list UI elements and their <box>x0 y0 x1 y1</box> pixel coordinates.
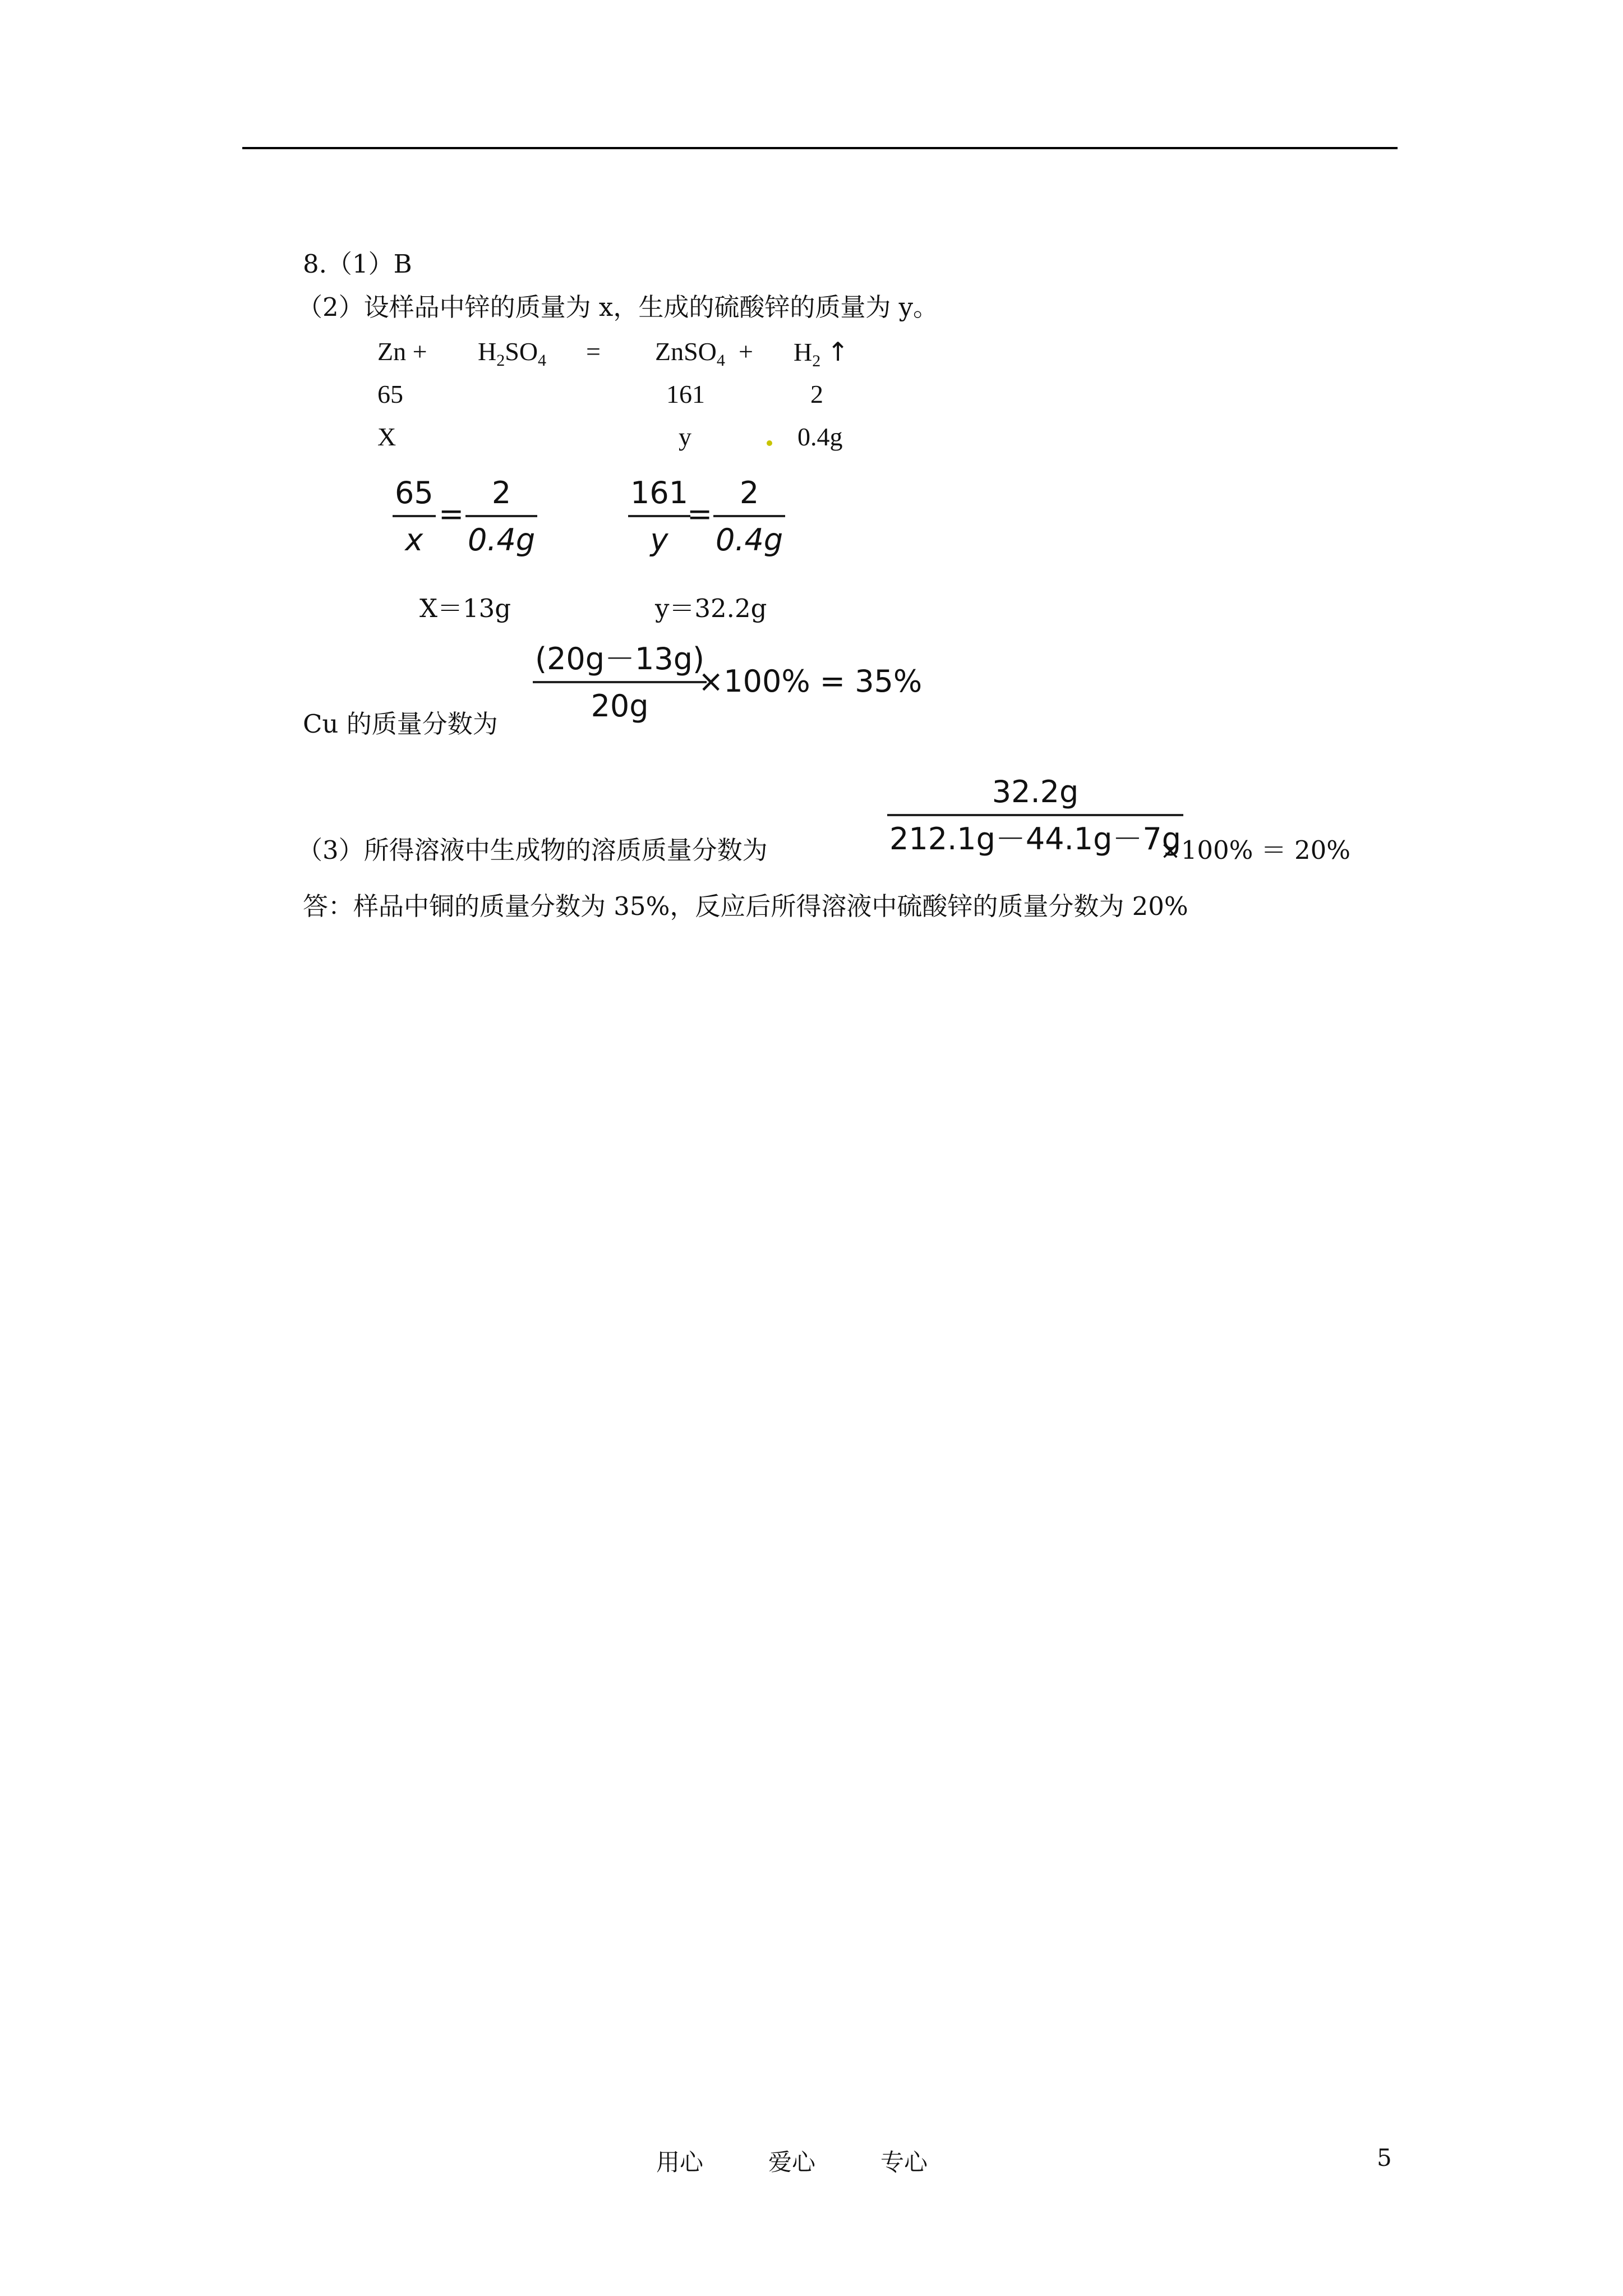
eq-zn: Zn + <box>377 337 427 366</box>
header-rule <box>242 147 1398 149</box>
proportion-2-right: 2 0.4g <box>713 478 785 555</box>
unknown-y: y <box>679 422 691 451</box>
cu-fraction: (20g－13g) 20g <box>533 644 707 721</box>
cu-fraction-tail: ×100% = 35% <box>698 664 923 699</box>
eq-plus: + <box>739 337 753 366</box>
footer-motto-3: 专心 <box>880 2148 928 2176</box>
eq-h2so4: $H_2SO_4$ <box>478 337 547 370</box>
page-number: 5 <box>1377 2144 1392 2171</box>
stray-dot <box>767 440 772 446</box>
proportion-1-right: 2 0.4g <box>465 478 537 555</box>
eq-equals: = <box>586 337 601 366</box>
proportion-2-equals: = <box>687 496 713 532</box>
part3-tail: ×100% ＝ 20% <box>1160 835 1350 865</box>
eq-znso4: ZnSO$_4$ <box>655 337 725 370</box>
proportion-1-equals: = <box>439 496 464 532</box>
known-h2-mass: 0.4g <box>797 422 843 451</box>
eq-h2: $H_2$ ↑ <box>794 337 849 370</box>
proportion-2-left: 161 y <box>628 478 690 555</box>
unknown-x: X <box>377 422 396 451</box>
final-answer: 答：样品中铜的质量分数为 35%，反应后所得溶液中硫酸锌的质量分数为 20% <box>303 891 1188 921</box>
footer-motto-1: 用心 <box>656 2148 704 2176</box>
result-y: y＝32.2g <box>655 593 767 623</box>
part3-fraction: 32.2g 212.1g－44.1g－7g <box>887 777 1183 854</box>
mass-h2: 2 <box>810 380 823 408</box>
gas-arrow-icon: ↑ <box>827 337 849 367</box>
mass-zn: 65 <box>377 380 403 408</box>
part3-label: （3）所得溶液中生成物的溶质质量分数为 <box>297 835 768 865</box>
footer-motto-2: 爱心 <box>768 2148 816 2176</box>
part2-intro: （2）设样品中锌的质量为 x，生成的硫酸锌的质量为 y。 <box>297 292 939 322</box>
part1-answer: 8.（1）B <box>303 249 412 279</box>
result-x: X＝13g <box>419 593 511 623</box>
proportion-1-left: 65 x <box>393 478 436 555</box>
mass-znso4: 161 <box>666 380 705 408</box>
cu-label: Cu 的质量分数为 <box>303 709 498 739</box>
